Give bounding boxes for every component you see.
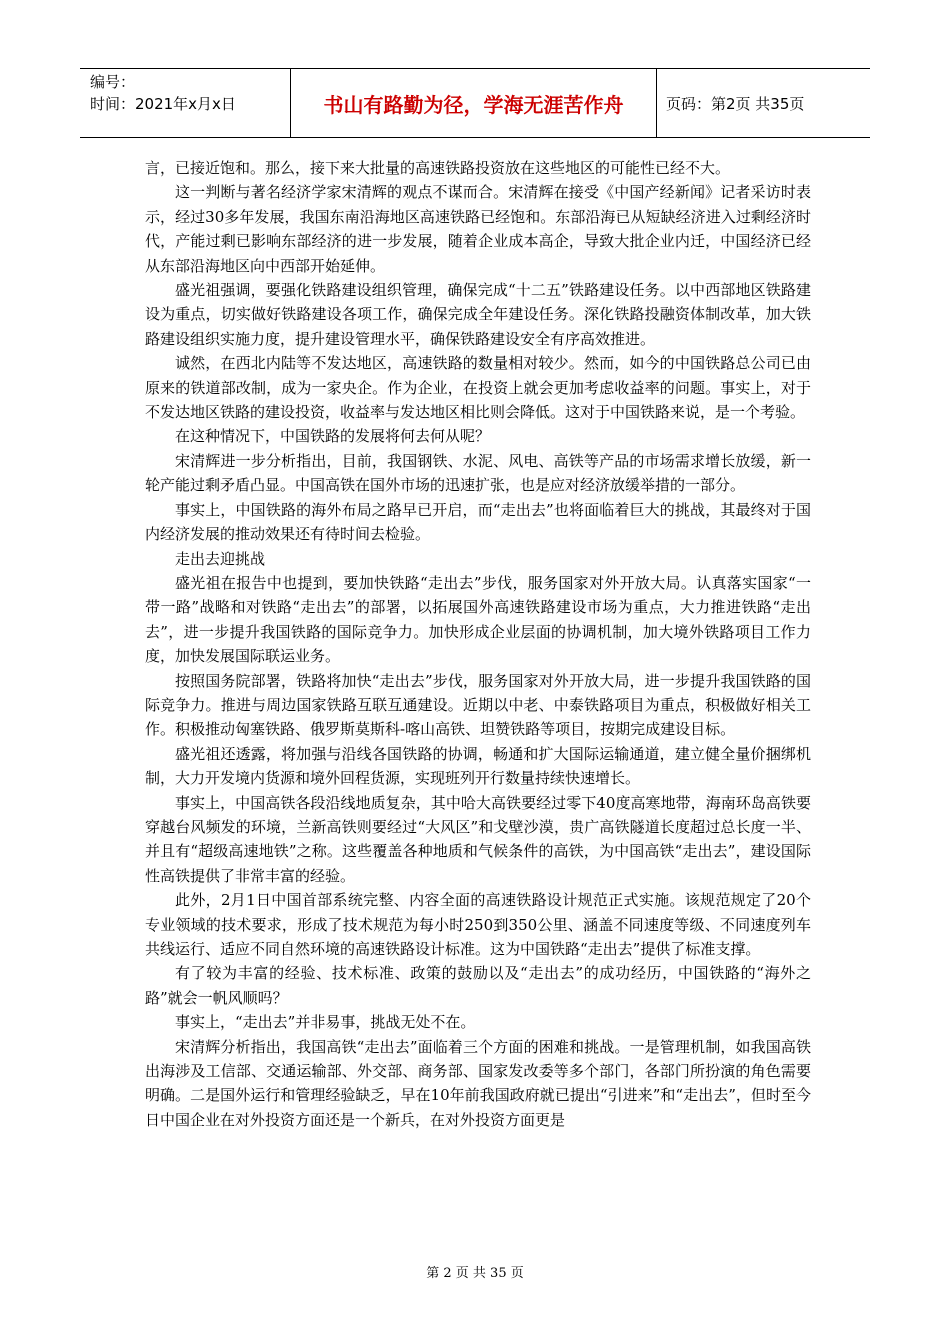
paragraph: 盛光祖在报告中也提到，要加快铁路“走出去”步伐，服务国家对外开放大局。认真落实国家“一带一路”战略和对铁路“走出去”的部署，以拓展国外高速铁路建设市场为重点，大力推进铁路“走出去”，进一步提升我国铁路的国际竞争力。加快形成企业层面的协调机制，加大境外铁路项目工作力度，加快发展国际联运业务。: [145, 573, 811, 666]
paragraph: 在这种情况下，中国铁路的发展将何去何从呢？: [175, 427, 491, 446]
paragraph: 宋清辉分析指出，我国高铁“走出去”面临着三个方面的困难和挑战。一是管理机制，如我国高铁出海涉及工信部、交通运输部、外交部、商务部、国家发改委等多个部门，各部门所扮演的角色需要明确。二是国外运行和管理经验缺乏，早在10年前我国政府就已提出“引进来”和“走出去”，但时至今日中国企业在对外投资方面还是一个新兵，在对外投资方面更是: [145, 1037, 811, 1129]
header-divider: [656, 69, 657, 137]
document-number-label: 编号：: [90, 73, 136, 91]
paragraph: 言，已接近饱和。那么，接下来大批量的高速铁路投资放在这些地区的可能性已经不大。: [145, 159, 731, 177]
paragraph: 此外，2月1日中国首部系统完整、内容全面的高速铁路设计规范正式实施。该规范规定了20个专业领域的技术要求，形成了技术规范为每小时250到350公里、涵盖不同速度等级、不同速度列车共线运行、适应不同自然环境的高速铁路设计标准。这为中国铁路“走出去”提供了标准支撑。: [145, 891, 811, 958]
header-motto: 书山有路勤为径，学海无涯苦作舟: [323, 92, 624, 117]
paragraph: 诚然，在西北内陆等不发达地区，高速铁路的数量相对较少。然而，如今的中国铁路总公司已由原来的铁道部改制，成为一家央企。作为企业，在投资上就会更加考虑收益率的问题。事实上，对于不发达地区铁路的建设投资，收益率与发达地区相比则会降低。这对于中国铁路来说，是一个考验。: [145, 354, 811, 422]
document-body: [145, 156, 811, 1132]
section-heading: 走出去迎挑战: [175, 549, 266, 568]
paragraph: 有了较为丰富的经验、技术标准、政策的鼓励以及“走出去”的成功经历，中国铁路的“海外之路”就会一帆风顺吗？: [145, 964, 811, 1007]
document-time-label: 时间：2021年x月x日: [90, 95, 236, 113]
header-meta: [90, 71, 290, 115]
header-page-info: 页码：第2页 共35页: [666, 94, 805, 113]
page-footer: 第 2 页 共 35 页: [426, 1266, 524, 1281]
paragraph: 盛光祖还透露，将加强与沿线各国铁路的协调，畅通和扩大国际运输通道，建立健全量价捆绑机制，大力开发境内货源和境外回程货源，实现班列开行数量持续快速增长。: [145, 744, 811, 788]
paragraph: 事实上，中国高铁各段沿线地质复杂，其中哈大高铁要经过零下40度高寒地带，海南环岛高铁要穿越台风频发的环境，兰新高铁则要经过“大风区”和戈壁沙漠，贵广高铁隧道长度超过总长度一半、并且有“超级高速地铁”之称。这些覆盖各种地质和气候条件的高铁，为中国高铁“走出去”，建设国际性高铁提供了非常丰富的经验。: [145, 793, 811, 885]
paragraph: 这一判断与著名经济学家宋清辉的观点不谋而合。宋清辉在接受《中国产经新闻》记者采访时表示，经过30多年发展，我国东南沿海地区高速铁路已经饱和。东部沿海已从短缺经济进入过剩经济时代，产能过剩已影响东部经济的进一步发展，随着企业成本高企，导致大批企业内迁，中国经济已经从东部沿海地区向中西部开始延伸。: [145, 183, 811, 275]
paragraph: 事实上，“走出去”并非易事，挑战无处不在。: [175, 1013, 476, 1032]
page-header: [80, 68, 870, 138]
paragraph: 事实上，中国铁路的海外布局之路早已开启，而“走出去”也将面临着巨大的挑战，其最终对于国内经济发展的推动效果还有待时间去检验。: [145, 500, 811, 544]
paragraph: 盛光祖强调，要强化铁路建设组织管理，确保完成“十二五”铁路建设任务。以中西部地区铁路建设为重点，切实做好铁路建设各项工作，确保完成全年建设任务。深化铁路投融资体制改革，加大铁路建设组织实施力度，提升建设管理水平，确保铁路建设安全有序高效推进。: [145, 281, 811, 348]
paragraph: 按照国务院部署，铁路将加快“走出去”步伐，服务国家对外开放大局，进一步提升我国铁路的国际竞争力。推进与周边国家铁路互联互通建设。近期以中老、中泰铁路项目为重点，积极做好相关工作。积极推动匈塞铁路、俄罗斯莫斯科-喀山高铁、坦赞铁路等项目，按期完成建设目标。: [145, 671, 811, 739]
paragraph: 宋清辉进一步分析指出，目前，我国钢铁、水泥、风电、高铁等产品的市场需求增长放缓，新一轮产能过剩矛盾凸显。中国高铁在国外市场的迅速扩张，也是应对经济放缓举措的一部分。: [145, 451, 811, 495]
